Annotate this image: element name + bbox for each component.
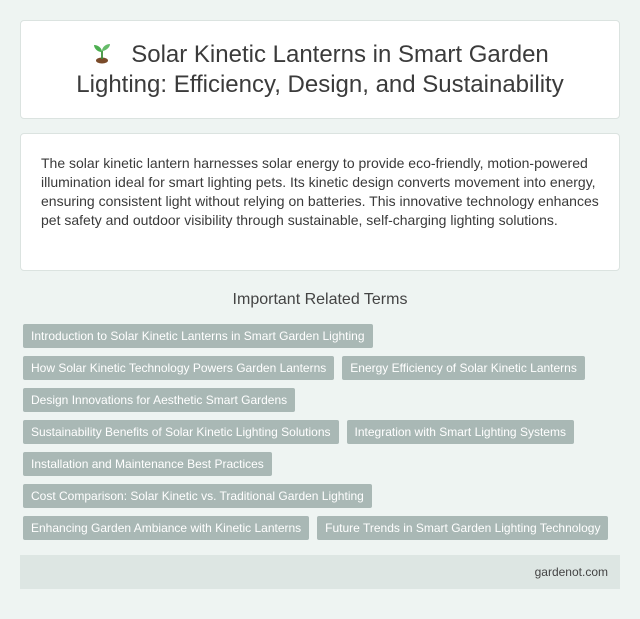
related-terms-heading: Important Related Terms	[232, 291, 408, 308]
term-tag[interactable]: Introduction to Solar Kinetic Lanterns in Smart Garden Lighting	[23, 324, 373, 348]
term-row	[23, 452, 623, 484]
term-tag[interactable]: Integration with Smart Lighting Systems	[347, 420, 574, 444]
term-row	[23, 420, 623, 452]
seedling-icon	[91, 42, 113, 64]
term-row	[23, 324, 623, 356]
description-card	[20, 133, 620, 271]
term-tag[interactable]: Design Innovations for Aesthetic Smart Gardens	[23, 388, 295, 412]
term-row	[23, 388, 623, 420]
description-text: The solar kinetic lantern harnesses solar energy to provide eco-friendly, motion-powered illumination ideal for smart lighting pets. Its kinetic design converts movement into energy, ensuring consistent light without relying on batteries. This innovative technology enhances pet safety and outdoor visibility through sustainable, self-charging lighting solutions.	[41, 155, 599, 228]
page-title	[51, 40, 589, 100]
title-card	[20, 20, 620, 119]
term-tag[interactable]: Enhancing Garden Ambiance with Kinetic Lanterns	[23, 516, 309, 540]
term-tag[interactable]: Installation and Maintenance Best Practices	[23, 452, 272, 476]
related-terms-list	[23, 324, 623, 548]
footer	[20, 555, 620, 589]
term-tag[interactable]: Energy Efficiency of Solar Kinetic Lanterns	[342, 356, 585, 380]
page-title-text: Solar Kinetic Lanterns in Smart Garden Lighting: Efficiency, Design, and Sustainability	[76, 40, 564, 98]
term-tag[interactable]: Future Trends in Smart Garden Lighting Technology	[317, 516, 608, 540]
term-tag[interactable]: Sustainability Benefits of Solar Kinetic Lighting Solutions	[23, 420, 339, 444]
term-row	[23, 484, 623, 516]
footer-site-link[interactable]: gardenot.com	[534, 565, 608, 579]
term-tag[interactable]: Cost Comparison: Solar Kinetic vs. Traditional Garden Lighting	[23, 484, 372, 508]
term-row	[23, 356, 623, 388]
term-tag[interactable]: How Solar Kinetic Technology Powers Garden Lanterns	[23, 356, 334, 380]
term-row	[23, 516, 623, 548]
